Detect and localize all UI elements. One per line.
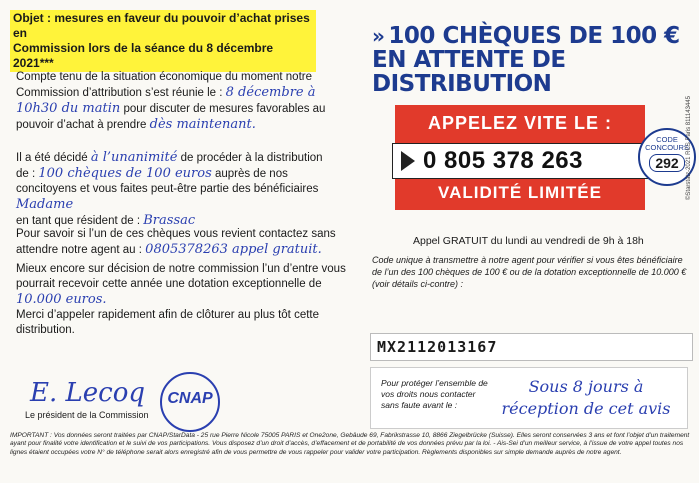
paragraph-dotation (16, 262, 356, 338)
play-triangle-icon (401, 151, 415, 171)
appelez-label: APPELEZ VITE LE : (427, 113, 613, 133)
paragraph-decision (16, 150, 356, 229)
p1-text-a: Compte tenu de la situation économique du moment notre (16, 71, 312, 83)
code-note: Code unique à transmettre à notre agent pour vérifier si vous êtes bénéficiaire de l’un des 100 chèques de 100 € ou de la dotation exceptionnelle de 10.000 € (voir détails ci-contre) : (372, 255, 687, 289)
signature-caption: Le président de la Commission (25, 410, 149, 420)
headline-line1: 100 CHÈQUES DE 100 € (388, 23, 680, 49)
p4-text-b: pourrait recevoir cette année une dotation exceptionnelle de (16, 278, 322, 290)
headline-line2: EN ATTENTE DE DISTRIBUTION (372, 47, 566, 97)
p1-text-d: pouvoir d’achat à prendre (16, 119, 147, 131)
paragraph-meeting (16, 70, 356, 133)
p2-text-f: en tant que résident de : (16, 215, 141, 227)
p2-text-a: Il a été décidé (16, 152, 88, 164)
free-call-hours: Appel GRATUIT du lundi au vendredi de 9h à 18h (413, 235, 644, 247)
p2-text-c: de : (16, 168, 36, 180)
badge-value: 292 (649, 154, 685, 172)
stamp-text: CNAP (167, 390, 213, 407)
objet-line1: Objet : mesures en faveur du pouvoir d’achat prises en (13, 11, 310, 40)
p4-text-a: Mieux encore sur décision de notre commission l’un d’entre vous (16, 263, 346, 275)
objet-highlight (10, 10, 316, 72)
protect-text: Pour protéger l’ensemble de vos droits nous contacter sans faute avant le : (381, 378, 488, 410)
p2-city-hand: Brassac (143, 213, 196, 228)
protect-hand: Sous 8 jours à réception de cet avis (501, 377, 671, 418)
badge-label: CODE CONCOURS (645, 135, 689, 152)
protect-box (370, 367, 688, 429)
cnap-stamp (160, 372, 220, 432)
objet-line2: Commission lors de la séance du 8 décembre 2021*** (13, 41, 274, 70)
validite-label: VALIDITÉ LIMITÉE (438, 183, 602, 202)
p2-unanim-hand: à l’unanimité (90, 150, 178, 165)
p2-text-d: auprès de nos (214, 168, 288, 180)
p2-text-e: concitoyens et vous faites peut-être partie des bénéficiaires (16, 183, 319, 195)
paragraph-contact (16, 227, 356, 258)
p1-text-c: pour discuter de mesures favorables au (123, 103, 326, 115)
p1-now-hand: dès maintenant. (149, 117, 256, 132)
p1-text-b: Commission d’attribution s’est réunie le : (16, 87, 223, 99)
footer-legal: IMPORTANT : Vos données seront traitées par CNAP/StarData - 25 rue Pierre Nicole 75005 PARIS et One2one, Gebäude 69, Fabrikstrasse 10, 8866 Ziegelbrücke (Suisse). Elles seront conservées 3 ans et font l’objet d’un traitement ayant pour finalité votre identification et le suivi de vos participations. Vous disposez d’un droit d’accès, d’effacement et de portabilité de vos données prévu par la loi. - Ais-Sei d’un meilleur service, à l’issue de votre appel toutes nos lignes étaient occupées votre N° de téléphone serait alors enregistré afin de vous permettre de vous rappeler pour valider votre participation. Règlements disponibles sur simple demande auprès de notre agent. (10, 432, 690, 456)
side-copyright: ©Starstatz-2021 RCS Paris 811143445 (686, 96, 692, 200)
p4-text-d: distribution. (16, 324, 75, 336)
p3-phone-hand: 0805378263 appel gratuit. (145, 242, 322, 257)
p1-time-hand: 10h30 du matin (16, 101, 121, 116)
double-arrow-icon: » (372, 24, 385, 48)
p3-text-b: attendre notre agent au : (16, 244, 142, 256)
p4-amount-hand: 10.000 euros. (16, 292, 107, 307)
signature-handwritten: E. Lecoq (30, 378, 146, 408)
phone-number: 0 805 378 263 (423, 147, 583, 174)
headline (372, 24, 692, 96)
unique-code: MX2112013167 (370, 333, 693, 361)
call-red-box (395, 105, 645, 210)
p2-madame-hand: Madame (16, 197, 74, 212)
p3-text-a: Pour savoir si l’un de ces chèques vous revient contactez sans (16, 228, 336, 240)
p2-cheques-hand: 100 chèques de 100 euros (38, 166, 212, 181)
phone-number-bar[interactable] (392, 143, 650, 179)
p4-text-c: Merci d’appeler rapidement afin de clôturer au plus tôt cette (16, 309, 319, 321)
p2-text-b: de procéder à la distribution (180, 152, 323, 164)
p1-date-hand: 8 décembre à (225, 85, 316, 100)
